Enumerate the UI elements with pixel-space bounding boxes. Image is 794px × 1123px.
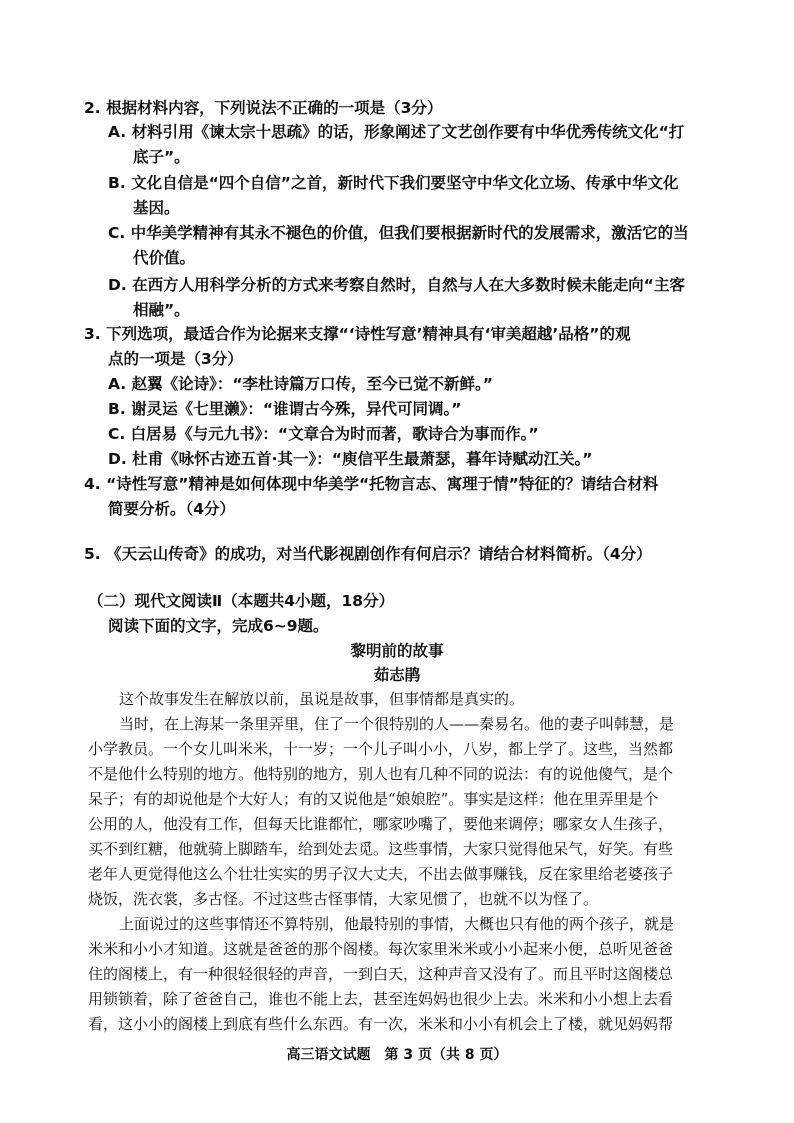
q3-option-d: D. 杜甫《咏怀古迹五首·其一》：“庾信平生最萧瑟，暮年诗赋动江关。” [108,450,593,468]
q2-option-b-line2: 基因。 [133,199,180,217]
story-line-11: 米米和小小才知道。这就是爸爸的那个阁楼。每次家里米米或小小起来小便，总听见爸爸 [88,940,674,958]
q3-stem-line1: 3. 下列选项，最适合作为论据来支撑“‘诗性写意’精神具有‘审美超越’品格”的观 [84,325,631,343]
story-line-9: 烧饭，洗衣裳，多古怪。不过这些古怪事情，大家见惯了，也就不以为怪了。 [88,890,599,908]
section-instruction: 阅读下面的文字，完成6~9题。 [108,617,329,635]
q2-option-d-line2: 相融”。 [133,301,190,319]
section-heading: （二）现代文阅读Ⅱ（本题共4小题，18分） [88,592,395,610]
q3-option-b: B. 谢灵运《七里濑》：“谁谓古今殊，异代可同调。” [108,400,462,418]
story-line-5: 呆子；有的却说他是个大好人；有的又说他是“娘娘腔”。事实是这样：他在里弄里是个 [88,790,659,808]
q2-stem: 2. 根据材料内容，下列说法不正确的一项是（3分） [84,99,443,117]
story-line-8: 老年人更觉得他这么个壮壮实实的男子汉大丈夫，不出去做事赚钱，反在家里给老婆孩子 [88,865,674,883]
q5: 5. 《天云山传奇》的成功，对当代影视剧创作有何启示？请结合材料简析。（4分） [84,545,652,563]
story-line-13: 用锁锁着，除了爸爸自己，谁也不能上去，甚至连妈妈也很少上去。米米和小小想上去看 [88,990,674,1008]
q3-stem-line2: 点的一项是（3分） [108,350,243,368]
story-line-2: 当时，在上海某一条里弄里，住了一个很特别的人——秦易名。他的妻子叫韩慧，是 [119,715,675,733]
q2-option-c-line1: C. 中华美学精神有其永不褪色的价值，但我们要根据新时代的发展需求，激活它的当 [108,224,689,242]
story-author: 茹志鹃 [373,666,421,684]
page-footer: 高三语文试题 第 3 页（共 8 页） [286,1047,508,1063]
q2-option-b-line1: B. 文化自信是“四个自信”之首，新时代下我们要坚守中华文化立场、传承中华文化 [108,174,679,192]
story-title: 黎明前的故事 [350,642,444,660]
story-line-12: 住的阁楼上，有一种很轻很轻的声音，一到白天，这种声音又没有了。而且平时这阁楼总 [88,965,674,983]
q4-line1: 4. “诗性写意”精神是如何体现中华美学“托物言志、寓理于情”特征的？请结合材料 [84,475,659,493]
q2-option-a-line1: A. 材料引用《谏太宗十思疏》的话，形象阐述了文艺创作要有中华优秀传统文化“打 [108,123,685,141]
story-line-14: 看，这小小的阁楼上到底有些什么东西。有一次，米米和小小有机会上了楼，就见妈妈帮 [88,1015,674,1033]
q4-line2: 简要分析。（4分） [108,500,236,518]
story-line-6: 公用的人，他没有工作，但每天比谁都忙，哪家吵嘴了，要他来调停；哪家女人生孩子， [88,815,674,833]
story-line-3: 小学教员。一个女儿叫米米，十一岁；一个儿子叫小小，八岁，都上学了。这些，当然都 [88,740,674,758]
story-line-10: 上面说过的这些事情还不算特别，他最特别的事情，大概也只有他的两个孩子，就是 [119,915,675,933]
story-line-7: 买不到红糖，他就骑上脚踏车，给到处去觅。这些事情，大家只觉得他呆气，好笑。有些 [88,840,674,858]
q2-option-c-line2: 代价值。 [133,249,196,267]
q2-option-d-line1: D. 在西方人用科学分析的方式来考察自然时，自然与人在大多数时候未能走向“主客 [108,276,685,294]
q3-option-a: A. 赵翼《论诗》：“李杜诗篇万口传，至今已觉不新鲜。” [108,375,493,393]
q2-option-a-line2: 底子”。 [133,148,190,166]
story-line-1: 这个故事发生在解放以前，虽说是故事，但事情都是真实的。 [119,690,525,708]
q3-option-c: C. 白居易《与元九书》：“文章合为时而著，歌诗合为事而作。” [108,425,539,443]
story-line-4: 不是他什么特别的地方。他特别的地方，别人也有几种不同的说法：有的说他傻气，是个 [88,765,674,783]
